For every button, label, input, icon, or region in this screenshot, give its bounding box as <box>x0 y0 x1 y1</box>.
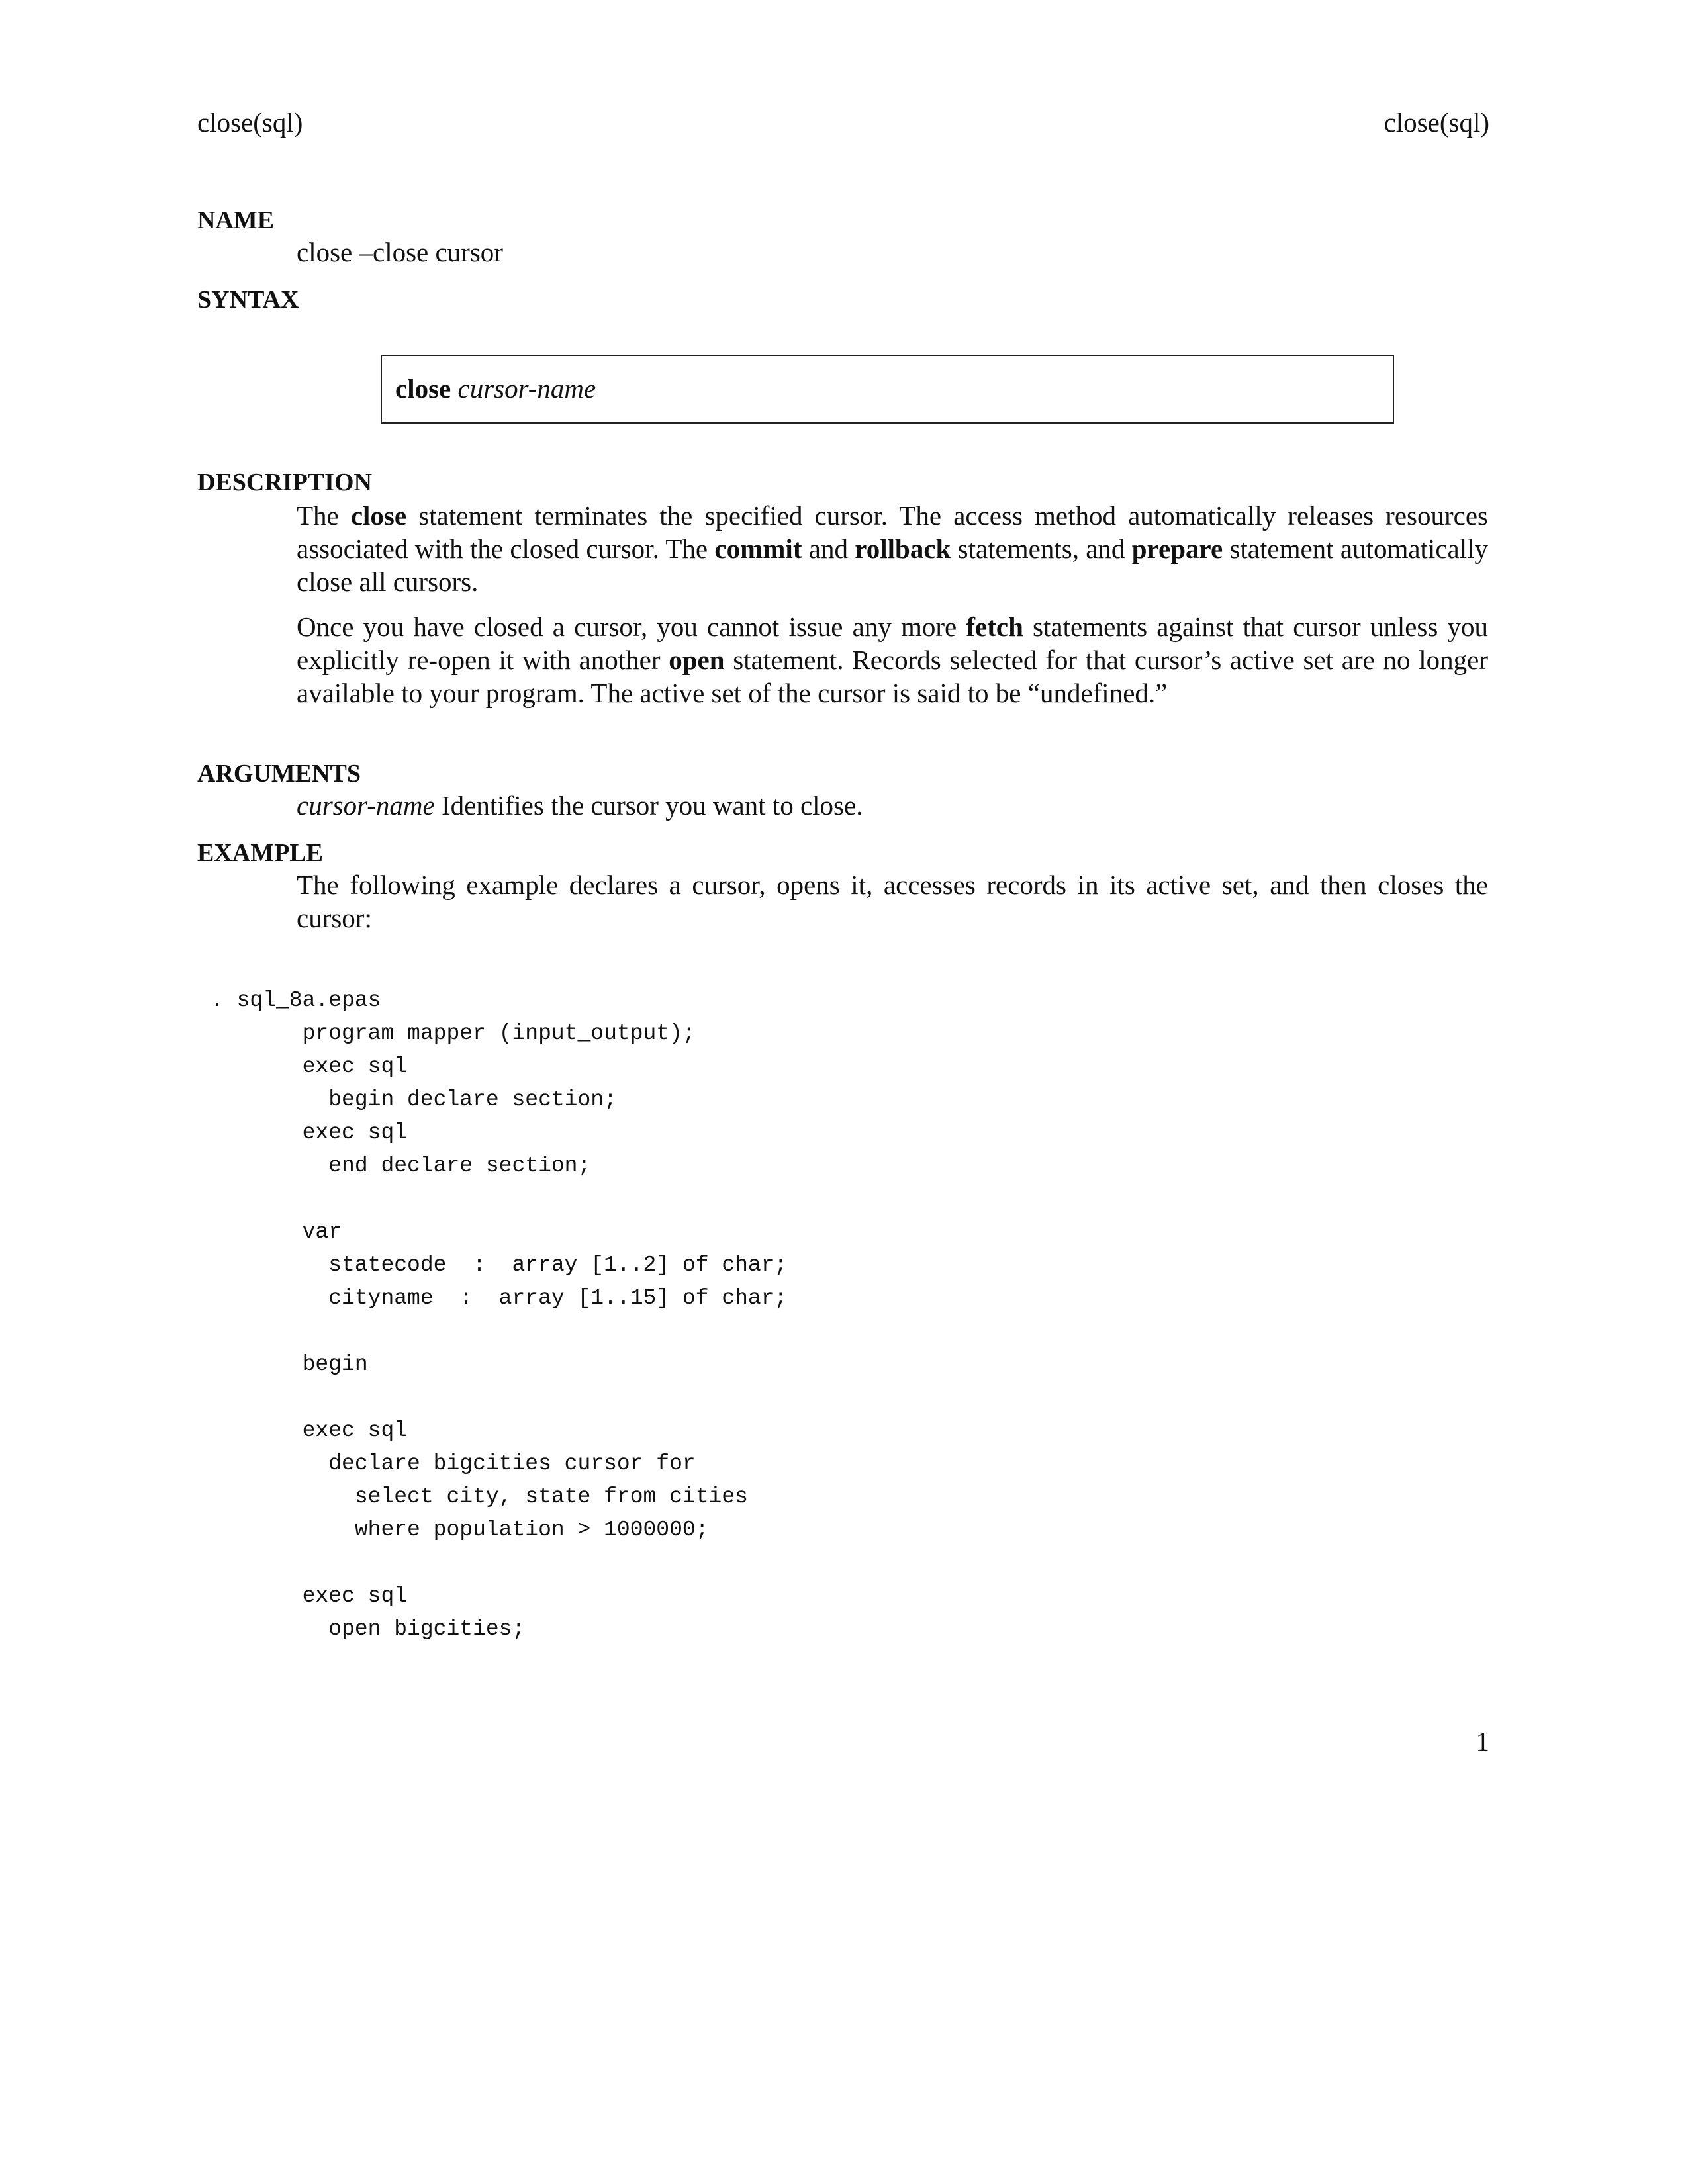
keyword-commit: commit <box>714 533 802 564</box>
name-heading: NAME <box>197 206 275 234</box>
syntax-line <box>395 372 596 405</box>
example-code-block: . sql_8a.epas program mapper (input_output); exec sql begin declare section; exec sql end declare section; var statecode : array [1..2] of char; cityname : array [1..15] of char; begin exec sql declare bigcities cursor for select city, state from cities where population > 1000000; exec sql open bigcities; <box>211 988 788 1641</box>
text-run: statements, and <box>951 533 1132 564</box>
description-paragraph-2 <box>297 610 1488 709</box>
keyword-open: open <box>669 645 725 675</box>
syntax-keyword: close <box>395 373 451 404</box>
keyword-rollback: rollback <box>855 533 951 564</box>
argument-entry <box>297 789 1488 822</box>
example-heading: EXAMPLE <box>197 839 323 867</box>
page-number: 1 <box>1476 1726 1489 1756</box>
keyword-close: close <box>350 500 407 531</box>
example-intro: The following example declares a cursor, opens it, accesses records in its active set, and then closes the cursor: <box>297 870 1488 933</box>
arguments-heading: ARGUMENTS <box>197 760 361 788</box>
syntax-box <box>381 355 1394 424</box>
description-paragraph-1 <box>297 499 1488 598</box>
name-text: close –close cursor <box>297 237 503 267</box>
text-run: and <box>802 533 855 564</box>
text-run: statement. Records selected for that cursor’s active set are no longer available to your program. The active set of the cursor is said to be “undefined.” <box>297 645 1488 708</box>
keyword-prepare: prepare <box>1131 533 1223 564</box>
text-run: statements against that cursor unless you explicitly re-open it with another <box>297 612 1488 675</box>
argument-description: Identifies the cursor you want to close. <box>434 790 863 821</box>
running-header-left: close(sql) <box>197 107 303 138</box>
argument-name: cursor-name <box>297 790 435 821</box>
description-heading: DESCRIPTION <box>197 469 372 496</box>
text-run: statement automatically close all cursors. <box>297 533 1488 597</box>
syntax-argument: cursor-name <box>457 373 596 404</box>
text-run: The <box>297 500 351 531</box>
syntax-heading: SYNTAX <box>197 286 299 314</box>
text-run: statement terminates the specified cursor. The access method automatically releases resources associated with the closed cursor. The <box>297 500 1488 564</box>
text-run: Once you have closed a cursor, you cannot issue any more <box>297 612 966 642</box>
running-header-right: close(sql) <box>1383 107 1489 138</box>
keyword-fetch: fetch <box>966 612 1023 642</box>
